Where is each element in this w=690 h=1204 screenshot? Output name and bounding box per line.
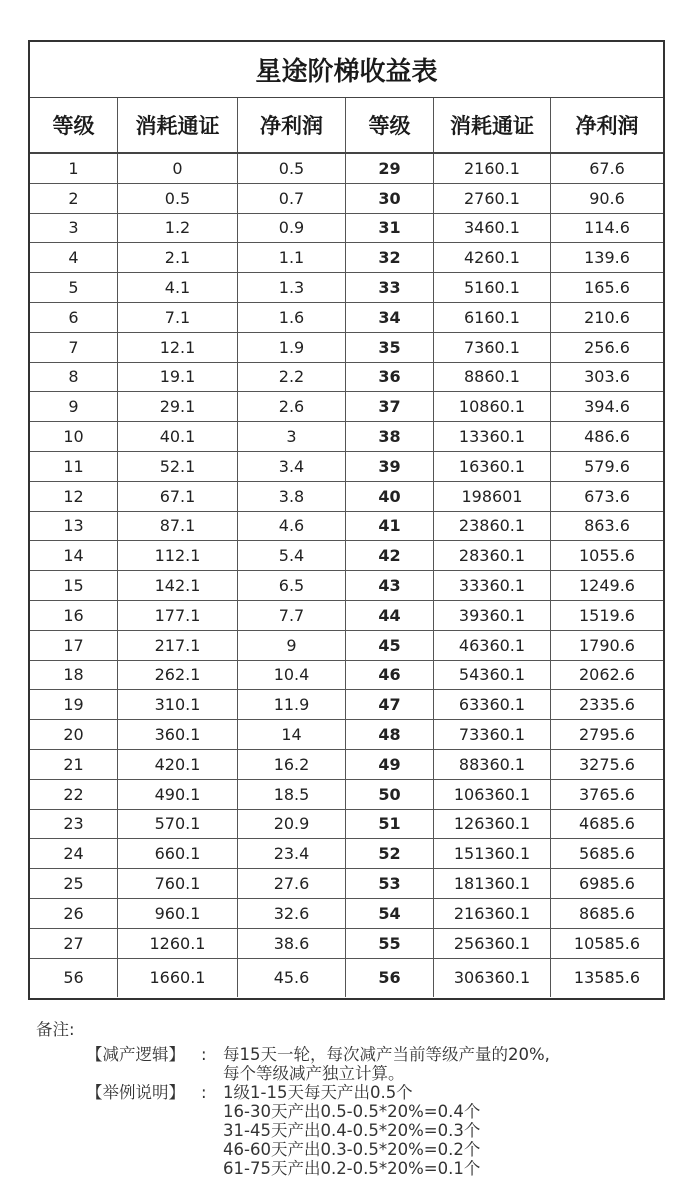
cell-level: 23 [30,810,118,840]
table-body [30,154,663,997]
cell-token-cost: 1.2 [118,214,238,244]
cell-token-cost: 1260.1 [118,929,238,959]
cell-level-2: 41 [346,512,434,542]
note-line: 46-60天产出0.3-0.5*20%=0.2个 [223,1140,481,1159]
cell-net-profit-2: 139.6 [551,243,663,273]
cell-net-profit-2: 165.6 [551,273,663,303]
cell-level-2: 40 [346,482,434,512]
cell-token-cost-2: 2160.1 [434,154,551,184]
table-row [30,482,663,512]
cell-net-profit-2: 673.6 [551,482,663,512]
cell-level-2: 53 [346,869,434,899]
cell-level-2: 29 [346,154,434,184]
cell-level-2: 33 [346,273,434,303]
cell-token-cost: 760.1 [118,869,238,899]
cell-token-cost: 4.1 [118,273,238,303]
cell-level: 21 [30,750,118,780]
cell-level: 15 [30,571,118,601]
note-line: 61-75天产出0.2-0.5*20%=0.1个 [223,1159,481,1178]
note-value [223,1083,480,1178]
table-row [30,541,663,571]
cell-net-profit: 14 [238,720,346,750]
table-row [30,392,663,422]
cell-net-profit: 38.6 [238,929,346,959]
note-separator: : [201,1083,207,1102]
table-row [30,690,663,720]
cell-token-cost-2: 54360.1 [434,661,551,691]
cell-net-profit: 45.6 [238,959,346,997]
cell-level: 18 [30,661,118,691]
cell-token-cost-2: 63360.1 [434,690,551,720]
table-row [30,422,663,452]
cell-net-profit-2: 1249.6 [551,571,663,601]
cell-level: 11 [30,452,118,482]
cell-net-profit: 1.6 [238,303,346,333]
cell-net-profit: 32.6 [238,899,346,929]
cell-token-cost-2: 106360.1 [434,780,551,810]
cell-net-profit-2: 2335.6 [551,690,663,720]
cell-net-profit-2: 210.6 [551,303,663,333]
cell-level-2: 34 [346,303,434,333]
cell-level: 24 [30,839,118,869]
note-item [36,1045,676,1083]
table-row [30,750,663,780]
cell-level-2: 31 [346,214,434,244]
cell-token-cost-2: 256360.1 [434,929,551,959]
table-row [30,214,663,244]
table-row [30,452,663,482]
note-line: 31-45天产出0.4-0.5*20%=0.3个 [223,1121,481,1140]
cell-token-cost-2: 10860.1 [434,392,551,422]
cell-level: 16 [30,601,118,631]
cell-token-cost-2: 2760.1 [434,184,551,214]
table-row [30,184,663,214]
table-row [30,273,663,303]
cell-token-cost: 570.1 [118,810,238,840]
cell-level: 19 [30,690,118,720]
cell-net-profit: 10.4 [238,661,346,691]
cell-net-profit-2: 579.6 [551,452,663,482]
cell-token-cost-2: 39360.1 [434,601,551,631]
cell-net-profit-2: 13585.6 [573,968,641,988]
cell-token-cost: 490.1 [118,780,238,810]
table-title: 星途阶梯收益表 [30,42,663,98]
note-line: 每15天一轮，每次减产当前等级产量的20%, [223,1045,550,1064]
table-row [30,839,663,869]
cell-net-profit: 2.2 [238,363,346,393]
cell-net-profit-2: 863.6 [551,512,663,542]
cell-net-profit-2: 8685.6 [551,899,663,929]
cell-net-profit: 0.5 [238,154,346,184]
table-row [30,303,663,333]
cell-token-cost: 12.1 [118,333,238,363]
cell-token-cost: 310.1 [118,690,238,720]
cell-token-cost: 2.1 [118,243,238,273]
table-row [30,512,663,542]
cell-level: 25 [30,869,118,899]
table-row [30,929,663,959]
cell-level-2: 56 [346,959,434,997]
table-row [30,571,663,601]
cell-token-cost: 7.1 [118,303,238,333]
note-line: 1级1-15天每天产出0.5个 [223,1083,413,1102]
note-line: 16-30天产出0.5-0.5*20%=0.4个 [223,1102,481,1121]
cell-token-cost-2: 46360.1 [434,631,551,661]
note-key: 【减产逻辑】 [86,1045,185,1064]
cell-token-cost-2: 5160.1 [434,273,551,303]
cell-level-2: 36 [346,363,434,393]
cell-net-profit: 1.3 [238,273,346,303]
cell-token-cost-2: 8860.1 [434,363,551,393]
cell-token-cost-2: 126360.1 [434,810,551,840]
cell-net-profit: 18.5 [238,780,346,810]
cell-level: 5 [30,273,118,303]
table-row [30,869,663,899]
cell-net-profit-2: 303.6 [551,363,663,393]
cell-level-2: 39 [346,452,434,482]
table-row [30,661,663,691]
cell-token-cost-2: 13360.1 [434,422,551,452]
cell-net-profit-2: 1519.6 [551,601,663,631]
table-row [30,601,663,631]
cell-net-profit-2: 394.6 [551,392,663,422]
cell-level: 17 [30,631,118,661]
cell-net-profit-2: 1055.6 [551,541,663,571]
header-token-cost: 消耗通证 [118,98,238,152]
cell-token-cost: 142.1 [118,571,238,601]
cell-level-2: 38 [346,422,434,452]
cell-net-profit: 23.4 [238,839,346,869]
cell-token-cost: 360.1 [118,720,238,750]
cell-net-profit-2: 3765.6 [551,780,663,810]
cell-net-profit: 2.6 [238,392,346,422]
cell-level-2: 32 [346,243,434,273]
cell-token-cost: 40.1 [118,422,238,452]
cell-token-cost-2: 7360.1 [434,333,551,363]
cell-net-profit: 1.1 [238,243,346,273]
cell-level: 10 [30,422,118,452]
cell-net-profit-2: 114.6 [551,214,663,244]
cell-token-cost: 177.1 [118,601,238,631]
cell-level: 26 [30,899,118,929]
cell-level-2: 46 [346,661,434,691]
cell-net-profit: 3.4 [238,452,346,482]
cell-net-profit-2: 4685.6 [551,810,663,840]
cell-net-profit: 3 [238,422,346,452]
notes-section [36,1020,676,1178]
cell-net-profit-2: 5685.6 [551,839,663,869]
header-token-cost-2: 消耗通证 [434,98,551,152]
cell-net-profit-2: 2795.6 [551,720,663,750]
table-row [30,899,663,929]
cell-token-cost-2: 16360.1 [434,452,551,482]
cell-level: 14 [30,541,118,571]
cell-net-profit-2: 486.6 [551,422,663,452]
note-key: 【举例说明】 [86,1083,185,1102]
cell-token-cost: 87.1 [118,512,238,542]
cell-net-profit-2: 2062.6 [551,661,663,691]
table-row [30,243,663,273]
cell-token-cost-2: 198601 [434,482,551,512]
cell-token-cost-2: 216360.1 [434,899,551,929]
cell-token-cost-2: 33360.1 [434,571,551,601]
cell-level-2: 51 [346,810,434,840]
note-item [36,1083,676,1178]
table-header-row [30,98,663,154]
cell-level-2: 44 [346,601,434,631]
cell-level: 20 [30,720,118,750]
cell-level: 9 [30,392,118,422]
cell-token-cost-2: 181360.1 [434,869,551,899]
table-row [30,154,663,184]
note-value [223,1045,550,1083]
cell-token-cost: 0.5 [118,184,238,214]
header-net-profit-2: 净利润 [575,114,639,138]
cell-level: 3 [30,214,118,244]
cell-net-profit: 16.2 [238,750,346,780]
cell-net-profit: 9 [238,631,346,661]
note-line: 每个等级减产独立计算。 [223,1064,405,1083]
cell-token-cost-2: 6160.1 [434,303,551,333]
cell-level-2: 49 [346,750,434,780]
cell-net-profit: 6.5 [238,571,346,601]
header-level-2: 等级 [346,98,434,152]
cell-net-profit: 5.4 [238,541,346,571]
header-level: 等级 [30,98,118,152]
cell-net-profit-2: 256.6 [551,333,663,363]
cell-level: 27 [30,929,118,959]
cell-level-2: 54 [346,899,434,929]
table-row [30,363,663,393]
cell-level: 4 [30,243,118,273]
cell-token-cost-2: 3460.1 [434,214,551,244]
cell-level: 7 [30,333,118,363]
cell-level: 2 [30,184,118,214]
table-row [30,333,663,363]
cell-net-profit: 0.9 [238,214,346,244]
notes-title: 备注: [36,1020,75,1039]
cell-level: 56 [30,959,118,997]
cell-net-profit-2: 67.6 [551,154,663,184]
cell-token-cost: 262.1 [118,661,238,691]
cell-token-cost-2: 23860.1 [434,512,551,542]
cell-net-profit: 11.9 [238,690,346,720]
cell-token-cost: 52.1 [118,452,238,482]
cell-level-2: 52 [346,839,434,869]
table-row [30,810,663,840]
cell-net-profit: 1.9 [238,333,346,363]
cell-token-cost: 1660.1 [118,959,238,997]
cell-level-2: 45 [346,631,434,661]
cell-level: 13 [30,512,118,542]
cell-net-profit: 7.7 [238,601,346,631]
table-row [30,631,663,661]
table-row [30,780,663,810]
cell-token-cost: 67.1 [118,482,238,512]
cell-net-profit: 0.7 [238,184,346,214]
cell-level-2: 43 [346,571,434,601]
cell-token-cost: 112.1 [118,541,238,571]
cell-token-cost: 960.1 [118,899,238,929]
cell-level: 22 [30,780,118,810]
cell-net-profit-2: 6985.6 [551,869,663,899]
cell-level-2: 37 [346,392,434,422]
cell-token-cost: 29.1 [118,392,238,422]
cell-token-cost-2: 28360.1 [434,541,551,571]
table-row [30,959,663,997]
cell-level: 8 [30,363,118,393]
cell-net-profit: 20.9 [238,810,346,840]
cell-net-profit-2: 3275.6 [551,750,663,780]
cell-net-profit: 4.6 [238,512,346,542]
cell-level-2: 50 [346,780,434,810]
cell-token-cost: 217.1 [118,631,238,661]
cell-level-2: 47 [346,690,434,720]
cell-net-profit-2: 1790.6 [551,631,663,661]
cell-token-cost: 420.1 [118,750,238,780]
cell-level-2: 48 [346,720,434,750]
cell-level: 12 [30,482,118,512]
cell-level-2: 35 [346,333,434,363]
cell-level-2: 30 [346,184,434,214]
cell-net-profit-2: 90.6 [551,184,663,214]
cell-net-profit-2: 10585.6 [551,929,663,959]
cell-token-cost-2: 4260.1 [434,243,551,273]
cell-level: 1 [30,154,118,184]
note-separator: : [201,1045,207,1064]
cell-token-cost: 660.1 [118,839,238,869]
cell-token-cost-2: 88360.1 [434,750,551,780]
cell-token-cost-2: 73360.1 [434,720,551,750]
cell-token-cost-2: 306360.1 [434,959,551,997]
table-row [30,720,663,750]
cell-level: 6 [30,303,118,333]
cell-net-profit: 27.6 [238,869,346,899]
cell-token-cost: 0 [118,154,238,184]
income-table [28,40,665,1000]
cell-token-cost: 19.1 [118,363,238,393]
cell-token-cost-2: 151360.1 [434,839,551,869]
cell-level-2: 42 [346,541,434,571]
cell-level-2: 55 [346,929,434,959]
header-net-profit: 净利润 [238,98,346,152]
cell-net-profit: 3.8 [238,482,346,512]
